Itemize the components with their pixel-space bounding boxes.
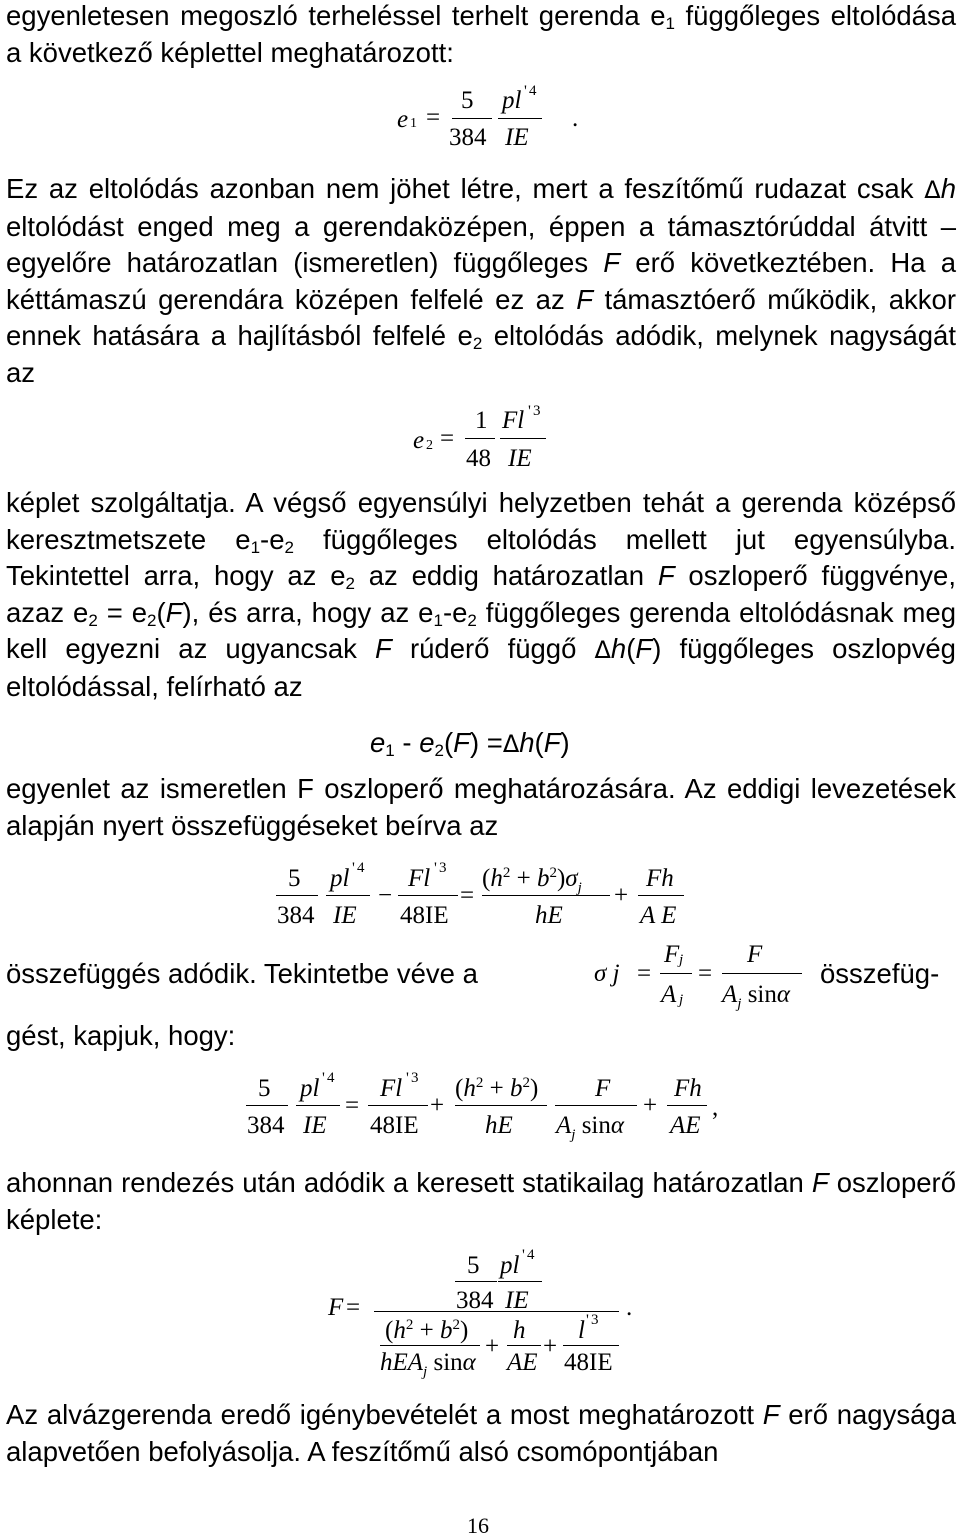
paragraph-final: Az alvázgerenda eredő igénybevételét a most meghatározott F erő nagysága alapvetően befolyásolja. A feszítőmű alsó csomópontjában	[6, 1399, 956, 1467]
paragraph-substitution: egyenlet az ismeretlen F oszloperő meghatározására. Az eddigi levezetések alapján nyert összefüggéseket beírva az	[6, 773, 956, 841]
document-page: egyenletesen megoszló terheléssel terhelt gerenda $e_1$ függőleges eltolódása a következő képlettel meghatározott: e 1 = 5 384 pl ' 4 IE . Ez az eltolódás azonban nem jöhet létre, mert a feszítőmű rudazat csak Δh eltolódást enged meg a gerendaközépen, éppen a támasztórúddal átvitt – egyelőre határozatlan (ismeretlen) függőleges F erő következtében. Ha a kéttámaszú gerendára középen felfelé ez az F támasztóerő működik, akkor ennek hatására a hajlításból felfelé $e_2$ eltolódás adódik, melynek nagyságát az e 2 = 1 48 Fl ' 3 IE képlet szolgáltatja. A végső egyensúlyi helyzetben tehát a gerenda középső keresztmetszete $e_1-e_2$ függőleges eltolódás mellett jut egyensúlyba. Tekintettel arra, hogy az $e_2$ az eddig határozatlan F oszloperő függvénye, azaz $e_2 = e_2(F)$, és arra, hogy az $e_1-e_2$ függőleges gerenda eltolódásnak meg kell egyezni az ugyancsak F rúderő függő Δh(F) függőleges oszlopvég eltolódással, felírható az $e_1 - e_2(F) =\Delta h(F)$ egyenlet az ismeretlen F oszloperő meghatározására. Az eddigi levezetések alapján nyert összefüggéseket beírva az 5 384 pl ' 4 IE − Fl ' 3 48IE = $(h^2 + b^2)\sigma_j$ hE + Fh A E összefüggés adódik. Tekintetbe véve a összefüg- gést, kapjuk, hogy: σ j = F j A j = F $A_j$ sinα 5 384 pl ' 4 IE = Fl ' 3 48IE + $(h^2 + b^2)$ hE F $A_j$ sinα + Fh AE , ahonnan rendezés után adódik a keresett statikailag határozatlan F oszloperő képlete: F = 5 384 pl ' 4 IE $(h^2 + b^2)$ hEA$_j$ sinα + h AE + l ' 3 48IE . Az alvázgerenda eredő igénybevételét a most meghatározott F erő nagysága alapvetően befolyásolja. A feszítőmű alsó csomópontjában 16	[6, 0, 956, 1538]
equation-balance: $e_1 - e_2(F) =\Delta h(F)$	[370, 727, 570, 760]
paragraph-consider-tail: összefüg-	[820, 958, 940, 989]
paragraph-result: ahonnan rendezés után adódik a keresett statikailag határozatlan F oszloperő képlete:	[6, 1167, 956, 1235]
paragraph-intro: egyenletesen megoszló terheléssel terhelt gerenda $e_1$ függőleges eltolódása a következő képlettel meghatározott:	[6, 0, 956, 68]
paragraph-equilibrium: képlet szolgáltatja. A végső egyensúlyi helyzetben tehát a gerenda középső keresztmetszete $e_1-e_2$ függőleges eltolódás mellett jut egyensúlyba. Tekintettel arra, hogy az $e_2$ az eddig határozatlan F oszloperő függvénye, azaz $e_2 = e_2(F)$, és arra, hogy az $e_1-e_2$ függőleges gerenda eltolódásnak meg kell egyezni az ugyancsak F rúderő függő Δh(F) függőleges oszlopvég eltolódással, felírható az	[6, 487, 956, 702]
paragraph-consider: összefüggés adódik. Tekintetbe véve a	[6, 958, 478, 989]
page-number: 16	[467, 1513, 489, 1538]
paragraph-explanation: Ez az eltolódás azonban nem jöhet létre, mert a feszítőmű rudazat csak Δh eltolódást enged meg a gerendaközépen, éppen a támasztórúddal átvitt – egyelőre határozatlan (ismeretlen) függőleges F erő következtében. Ha a kéttámaszú gerendára középen felfelé ez az F támasztóerő működik, akkor ennek hatására a hajlításból felfelé $e_2$ eltolódás adódik, melynek nagyságát az	[6, 173, 956, 388]
paragraph-consider-end: gést, kapjuk, hogy:	[6, 1020, 236, 1051]
